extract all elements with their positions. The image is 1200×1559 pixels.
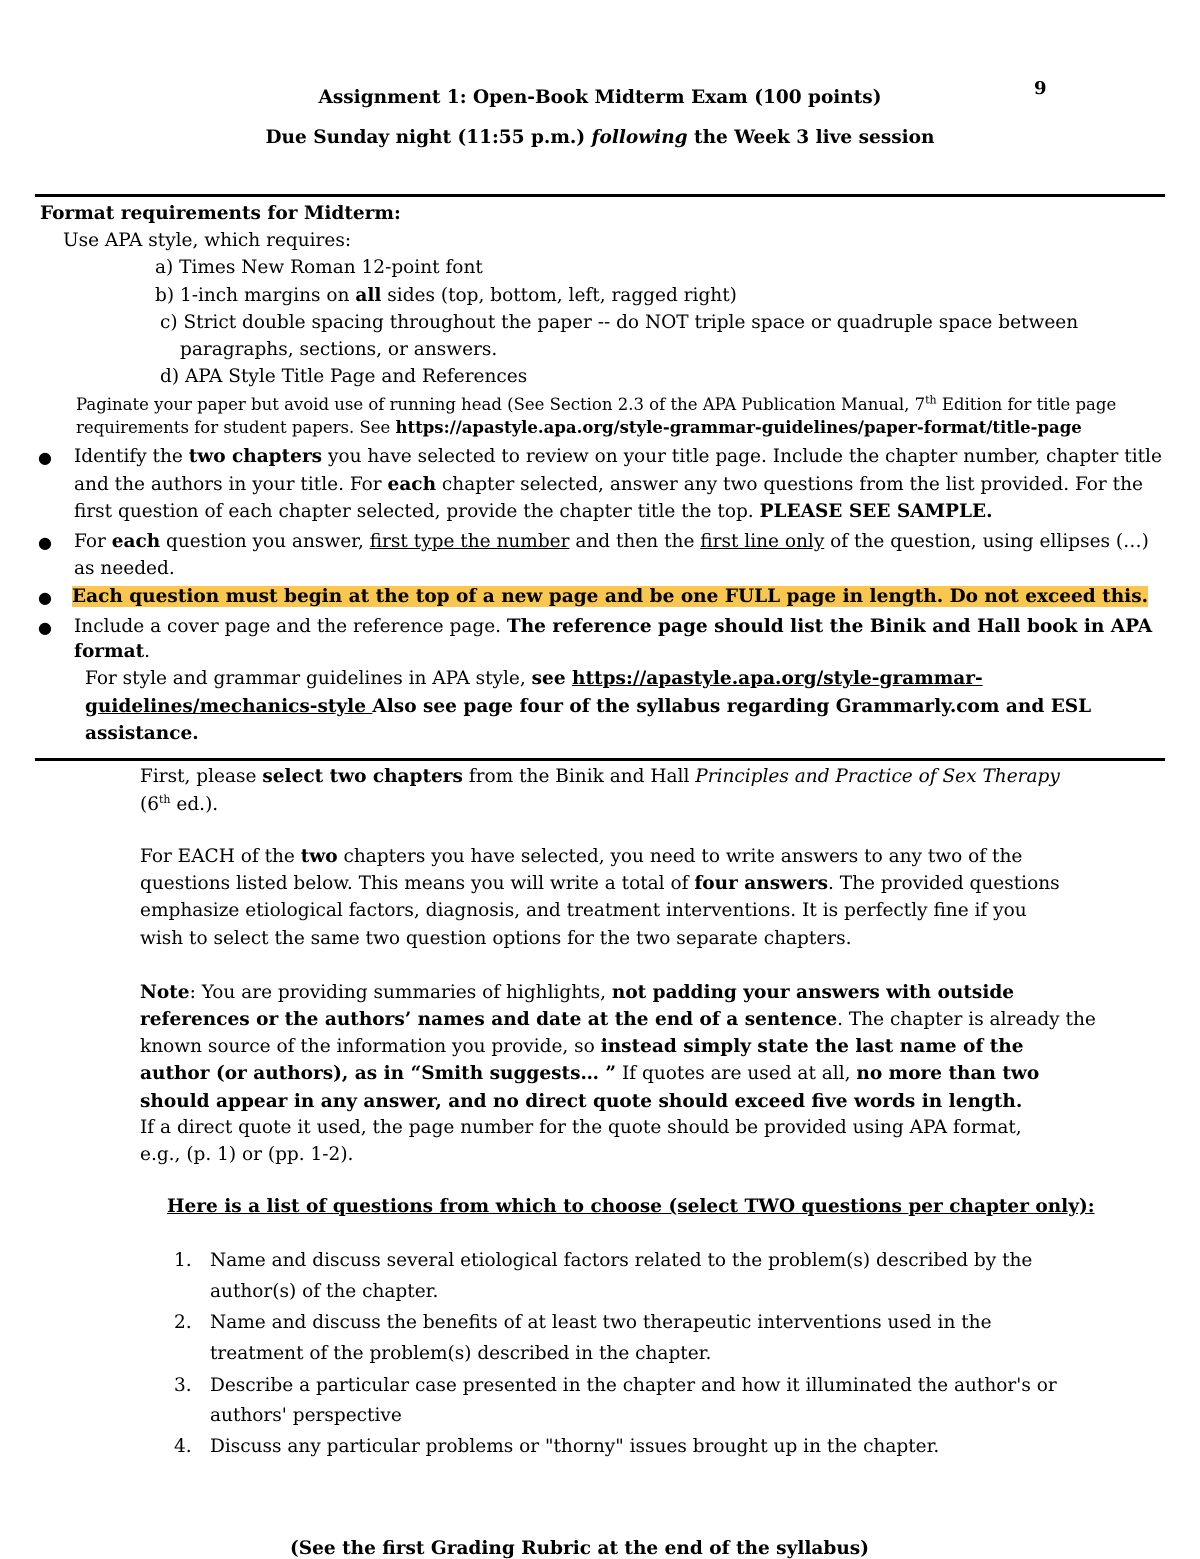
style-note-line1 [85,668,983,689]
q2-line1: Name and discuss the benefits of at least two therapeutic interventions used in the [210,1312,992,1333]
mechanics-style-link[interactable]: https://apastyle.apa.org/style-grammar- [572,668,983,689]
body-text: : You are providing summaries of highlights, [189,982,612,1003]
bullet2-line1 [74,531,1149,552]
body-bold: two [300,846,338,867]
title-page-link[interactable]: https://apastyle.apa.org/style-grammar-guidelines/paper-format/title-page [395,418,1082,437]
body-text: questions listed below. This means you will write a total of [140,873,695,894]
highlighted-requirement: Each question must begin at the top of a new page and be one FULL page in length. Do not exceed this. [72,586,1149,607]
style-note-line3: assistance. [85,723,199,744]
paginate-post: Edition for title page [936,395,1117,414]
b2-underline: first type the number [369,531,570,552]
bullet3-highlight [72,586,1148,607]
note-line4 [140,1063,1039,1084]
b2-text: and then the [569,531,701,552]
b1-bold: each [387,474,437,495]
req-b [155,285,737,306]
b4-bold: The reference page should list the Binik and Hall book in APA [506,616,1153,637]
q3-number: 3. [174,1375,192,1396]
bullet-icon: ● [38,533,52,552]
note-line6: If a direct quote it used, the page number for the quote should be provided using APA format, [140,1117,1022,1138]
body-text: . The chapter is already the [837,1009,1096,1030]
q4-line1: Discuss any particular problems or "thorny" issues brought up in the chapter. [210,1436,940,1457]
bullet-icon: ● [38,448,52,467]
b2-underline: first line only [700,531,825,552]
b4-text: Include a cover page and the reference page. [74,616,507,637]
body-text: (6 [140,794,159,815]
book-title: Principles and Practice of Sex Therapy [695,766,1060,787]
note-line7: e.g., (p. 1) or (pp. 1-2). [140,1144,354,1165]
bullet2-line2: as needed. [74,558,175,579]
due-prefix: Due Sunday night (11:55 p.m.) [265,127,592,148]
b1-text: first question of each chapter selected, provide the chapter title the top. [74,501,760,522]
format-heading: Format requirements for Midterm: [40,203,401,224]
body-bold: references or the authors’ names and date at the end of a sentence [140,1009,838,1030]
bottom-divider [35,758,1165,761]
page-number: 9 [1034,78,1047,99]
q2-number: 2. [174,1312,192,1333]
b1-text: you have selected to review on your title page. Include the chapter number, chapter title [322,446,1162,467]
bullet-icon: ● [38,618,52,637]
select-chapters-line1 [140,766,1060,787]
b4-bold: format [74,641,145,662]
paginate-line1 [76,395,1116,414]
mechanics-style-link[interactable]: guidelines/mechanics-style [85,696,373,717]
b2-bold: each [111,531,161,552]
top-divider [35,194,1165,197]
bullet1-line2 [74,474,1143,495]
bullet4-line2 [74,641,150,662]
edition-sup: th [159,792,171,806]
due-date-line [0,127,1200,148]
q1-number: 1. [174,1250,192,1271]
q1-line1: Name and discuss several etiological factors related to the problem(s) described by the [210,1250,1033,1271]
bullet1-line1 [74,446,1162,467]
body-bold: not padding your answers with outside [611,982,1015,1003]
note-line1 [140,982,1014,1003]
b2-text: question you answer, [160,531,370,552]
body-bold: four answers [694,873,828,894]
body-bold: author (or authors), as in “Smith suggests… ” [140,1063,617,1084]
due-italic: following [591,127,688,148]
bullet-icon: ● [38,588,52,607]
body-text: chapters you have selected, you need to write answers to any two of the [337,846,1023,867]
note-label: Note [140,982,190,1003]
b1-text: Identify the [74,446,189,467]
req-c-line2: paragraphs, sections, or answers. [180,339,498,360]
each-chapter-line1 [140,846,1022,867]
b2-text: of the question, using ellipses (…) [824,531,1149,552]
assignment-title: Assignment 1: Open-Book Midterm Exam (100 points) [318,87,882,108]
b1-text: and the authors in your title. For [74,474,388,495]
body-text: If quotes are used at all, [616,1063,857,1084]
req-a: a) Times New Roman 12-point font [155,257,483,278]
note-line3 [140,1036,1024,1057]
questions-heading: Here is a list of questions from which to choose (select TWO questions per chapter only): [167,1196,1095,1217]
b1-bold: two chapters [188,446,323,467]
req-d: d) APA Style Title Page and References [160,366,528,387]
note-line2 [140,1009,1096,1030]
body-text: First, please [140,766,263,787]
select-chapters-line2 [140,794,218,815]
grading-rubric-note: (See the first Grading Rubric at the end of the syllabus) [290,1538,869,1559]
q3-line2: authors' perspective [210,1405,402,1426]
due-suffix: the Week 3 live session [687,127,935,148]
style-bold: Also see page four of the syllabus regarding Grammarly.com and ESL [372,696,1092,717]
body-text: . The provided questions [828,873,1060,894]
style-bold: see [531,668,573,689]
format-intro: Use APA style, which requires: [63,230,352,251]
b1-bold: PLEASE SEE SAMPLE. [759,501,993,522]
b1-text: chapter selected, answer any two questions from the list provided. For the [436,474,1143,495]
body-bold: no more than two [856,1063,1040,1084]
body-text: ed.). [170,794,219,815]
paginate2-pre: requirements for student papers. See [76,418,396,437]
style-text: For style and grammar guidelines in APA style, [85,668,532,689]
q4-number: 4. [174,1436,192,1457]
each-chapter-line2 [140,873,1060,894]
style-note-line2 [85,696,1091,717]
body-bold: instead simply state the last name of the [600,1036,1024,1057]
req-b-bold: all [355,285,382,306]
req-b-pre: b) 1-inch margins on [155,285,356,306]
bullet1-line3 [74,501,993,522]
paginate-sup: th [925,393,937,407]
each-chapter-line4: wish to select the same two question options for the two separate chapters. [140,928,852,949]
q3-line1: Describe a particular case presented in the chapter and how it illuminated the author's or [210,1375,1057,1396]
req-b-post: sides (top, bottom, left, ragged right) [381,285,737,306]
q1-line2: author(s) of the chapter. [210,1281,439,1302]
body-text: For EACH of the [140,846,301,867]
bullet4-line1 [74,616,1152,637]
body-bold: select two chapters [262,766,463,787]
paginate-line2 [76,418,1082,437]
req-c-line1: c) Strict double spacing throughout the paper -- do NOT triple space or quadruple space between [160,312,1079,333]
each-chapter-line3: emphasize etiological factors, diagnosis, and treatment interventions. It is perfectly fine if you [140,900,1027,921]
b4-text: . [144,641,151,662]
q2-line2: treatment of the problem(s) described in the chapter. [210,1343,712,1364]
paginate-pre: Paginate your paper but avoid use of running head (See Section 2.3 of the APA Publication Manual, 7 [76,395,926,414]
b2-text: For [74,531,112,552]
note-line5: should appear in any answer, and no direct quote should exceed five words in length. [140,1091,1023,1112]
body-text: known source of the information you provide, so [140,1036,601,1057]
body-text: from the Binik and Hall [462,766,696,787]
